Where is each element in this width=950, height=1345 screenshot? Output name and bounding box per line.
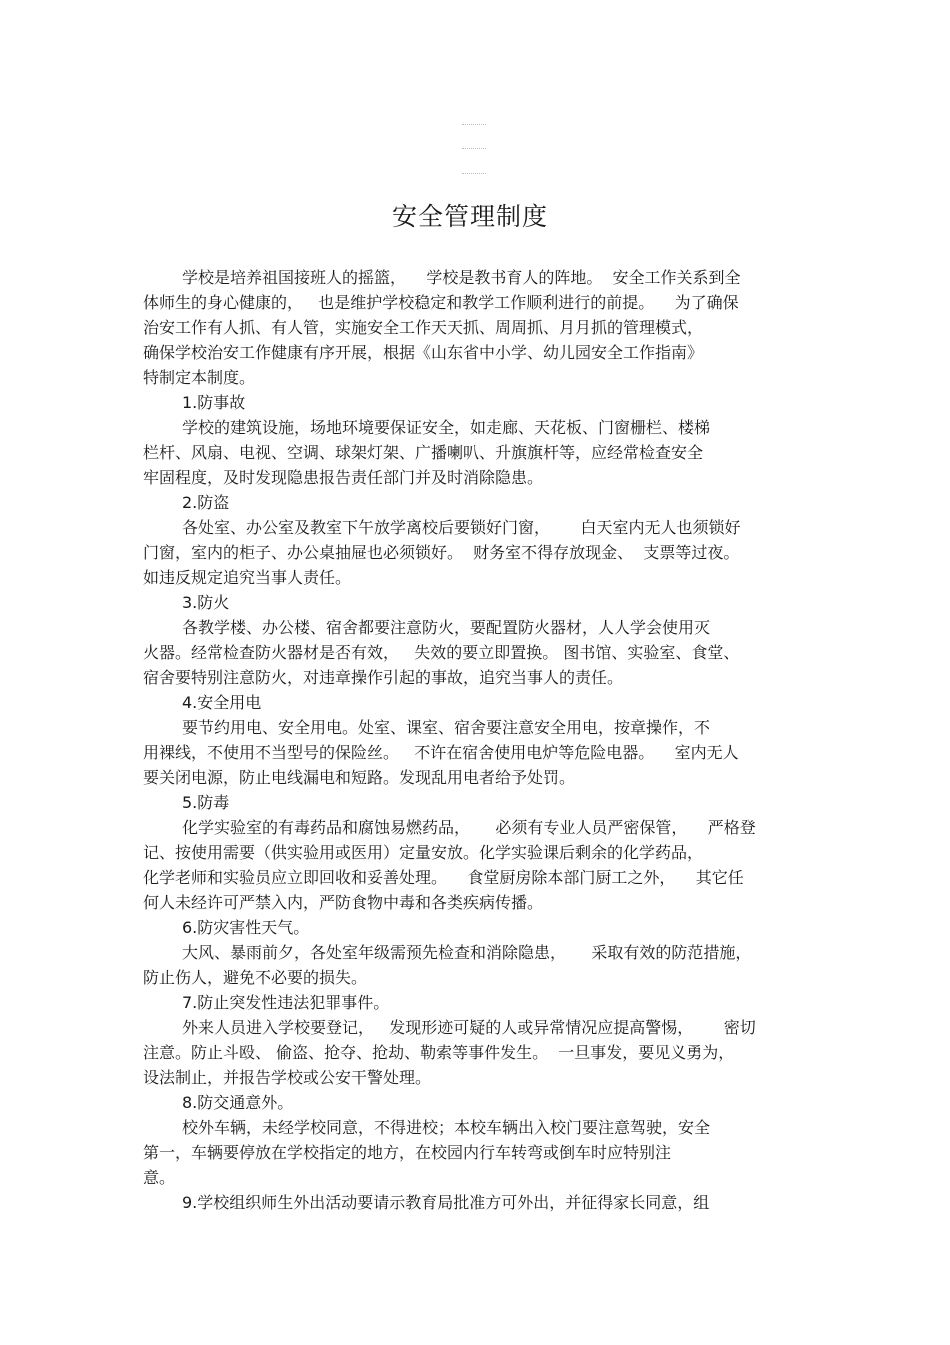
body-line: 5.防毒 xyxy=(182,793,230,812)
body-line: 意。 xyxy=(143,1168,176,1187)
header-dotted-mark xyxy=(462,124,486,125)
body-line: 6.防灾害性天气。 xyxy=(182,918,310,937)
body-line: 学校的建筑设施，场地环境要保证安全，如走廊、天花板、门窗栅栏、楼梯 xyxy=(182,418,711,437)
document-title: 安全管理制度 xyxy=(391,202,548,231)
body-line: 4.安全用电 xyxy=(182,693,262,712)
body-line: 防止伤人，避免不必要的损失。 xyxy=(143,968,368,987)
body-line: 化学实验室的有毒药品和腐蚀易燃药品， 必须有专业人员严密保管， 严格登 xyxy=(182,818,756,837)
body-line: 体师生的身心健康的， 也是维护学校稳定和教学工作顺利进行的前提。 为了确保 xyxy=(143,293,739,312)
body-line: 学校是培养祖国接班人的摇篮， 学校是教书育人的阵地。 安全工作关系到全 xyxy=(182,268,741,287)
body-line: 火器。经常检查防火器材是否有效， 失效的要立即置换。 图书馆、实验室、食堂、 xyxy=(143,643,740,662)
body-line: 各教学楼、办公楼、宿舍都要注意防火，要配置防火器材，人人学会使用灭 xyxy=(182,618,711,637)
body-line: 确保学校治安工作健康有序开展，根据《山东省中小学、幼儿园安全工作指南》 xyxy=(143,343,704,362)
body-line: 8.防交通意外。 xyxy=(182,1093,294,1112)
body-line: 栏杆、风扇、电视、空调、球架灯架、广播喇叭、升旗旗杆等，应经常检查安全 xyxy=(143,443,704,462)
body-line: 如违反规定追究当事人责任。 xyxy=(143,568,352,587)
body-line: 化学老师和实验员应立即回收和妥善处理。 食堂厨房除本部门厨工之外， 其它任 xyxy=(143,868,744,887)
body-line: 1.防事故 xyxy=(182,393,246,412)
document-body xyxy=(143,265,811,1215)
body-line: 何人未经许可严禁入内，严防食物中毒和各类疾病传播。 xyxy=(143,893,544,912)
body-line: 注意。防止斗殴、 偷盗、抢夺、抢劫、勒索等事件发生。 一旦事发，要见义勇为， xyxy=(143,1043,735,1062)
body-line: 要节约用电、安全用电。处室、课室、宿舍要注意安全用电，按章操作，不 xyxy=(182,718,711,737)
body-line: 2.防盗 xyxy=(182,493,230,512)
body-line: 要关闭电源，防止电线漏电和短路。发现乱用电者给予处罚。 xyxy=(143,768,576,787)
body-line: 门窗，室内的柜子、办公桌抽屉也必须锁好。 财务室不得存放现金、 支票等过夜。 xyxy=(143,543,740,562)
body-line: 牢固程度，及时发现隐患报告责任部门并及时消除隐患。 xyxy=(143,468,544,487)
body-line: 宿舍要特别注意防火，对违章操作引起的事故，追究当事人的责任。 xyxy=(143,668,624,687)
body-line: 大风、暴雨前夕，各处室年级需预先检查和消除隐患， 采取有效的防范措施， xyxy=(182,943,752,962)
body-line: 校外车辆，未经学校同意，不得进校；本校车辆出入校门要注意驾驶，安全 xyxy=(182,1118,711,1137)
body-line: 第一，车辆要停放在学校指定的地方，在校园内行车转弯或倒车时应特别注 xyxy=(143,1143,672,1162)
body-line: 外来人员进入学校要登记， 发现形迹可疑的人或异常情况应提高警惕， 密切 xyxy=(182,1018,756,1037)
body-line: 各处室、办公室及教室下午放学离校后要锁好门窗， 白天室内无人也须锁好 xyxy=(182,518,741,537)
body-line: 用裸线，不使用不当型号的保险丝。 不许在宿舍使用电炉等危险电器。 室内无人 xyxy=(143,743,739,762)
body-line: 特制定本制度。 xyxy=(143,368,256,387)
body-line: 7.防止突发性违法犯罪事件。 xyxy=(182,993,390,1012)
body-line: 治安工作有人抓、有人管，实施安全工作天天抓、周周抓、月月抓的管理模式， xyxy=(143,318,704,337)
body-line: 3.防火 xyxy=(182,593,230,612)
body-line: 记、按使用需要（供实验用或医用）定量安放。化学实验课后剩余的化学药品， xyxy=(143,843,704,862)
body-line: 设法制止，并报告学校或公安干警处理。 xyxy=(143,1068,432,1087)
header-dotted-mark xyxy=(462,173,486,174)
header-dotted-mark xyxy=(462,148,486,149)
body-line: 9.学校组织师生外出活动要请示教育局批准方可外出，并征得家长同意，组 xyxy=(182,1193,710,1212)
